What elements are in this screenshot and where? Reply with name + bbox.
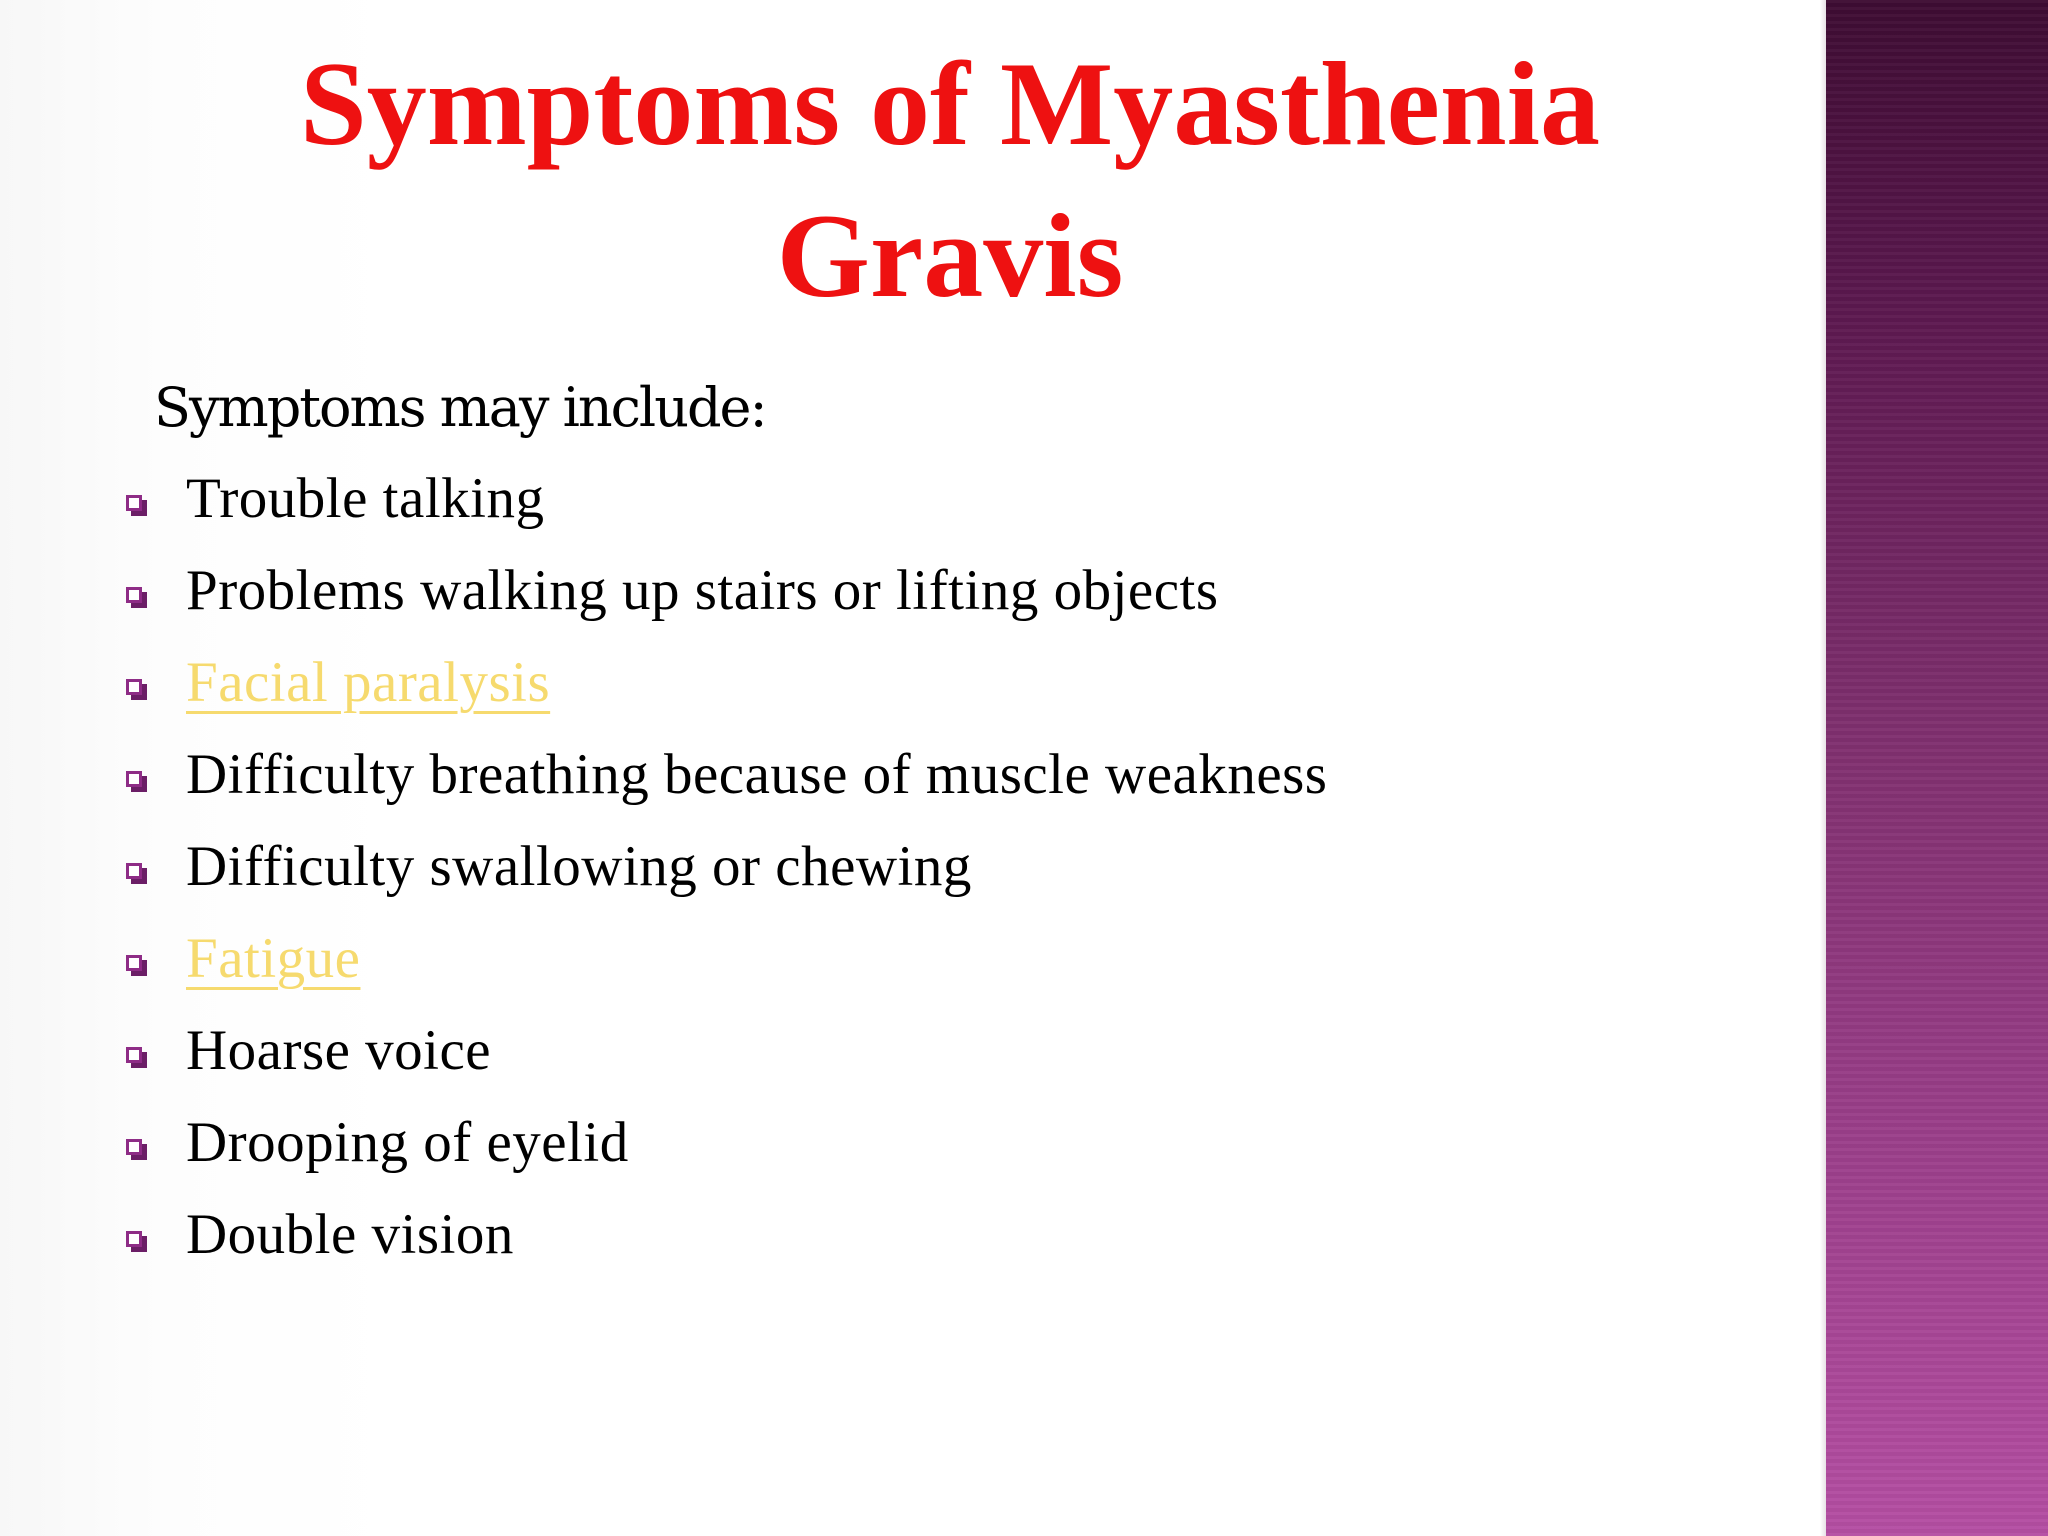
list-item [126,544,1328,636]
symptom-list [126,452,1328,1280]
list-item [126,636,1328,728]
list-item-text: Double vision [186,1202,514,1266]
decorative-side-band [1826,0,2048,1536]
title-line-1: Symptoms of Myasthenia [299,37,1601,170]
list-item [126,728,1328,820]
facial-paralysis-link[interactable]: Facial paralysis [186,650,551,714]
list-item-text: Difficulty breathing because of muscle weakness [186,742,1328,806]
list-item [126,1096,1328,1188]
square-bullet-icon [126,863,148,885]
slide-title [120,28,1780,332]
list-item-text: Trouble talking [186,466,545,530]
square-bullet-icon [126,1139,148,1161]
intro-text: Symptoms may include: [154,376,766,439]
square-bullet-icon [126,587,148,609]
square-bullet-icon [126,679,148,701]
list-item [126,912,1328,1004]
list-item-text: Problems walking up stairs or lifting objects [186,558,1219,622]
list-item [126,1004,1328,1096]
list-item [126,1188,1328,1280]
list-item-text: Hoarse voice [186,1018,492,1082]
square-bullet-icon [126,771,148,793]
list-item [126,820,1328,912]
square-bullet-icon [126,495,148,517]
square-bullet-icon [126,955,148,977]
list-item [126,452,1328,544]
title-line-2: Gravis [776,189,1124,322]
list-item-text: Drooping of eyelid [186,1110,629,1174]
fatigue-link[interactable]: Fatigue [186,926,361,990]
square-bullet-icon [126,1047,148,1069]
list-item-text: Difficulty swallowing or chewing [186,834,972,898]
square-bullet-icon [126,1231,148,1253]
